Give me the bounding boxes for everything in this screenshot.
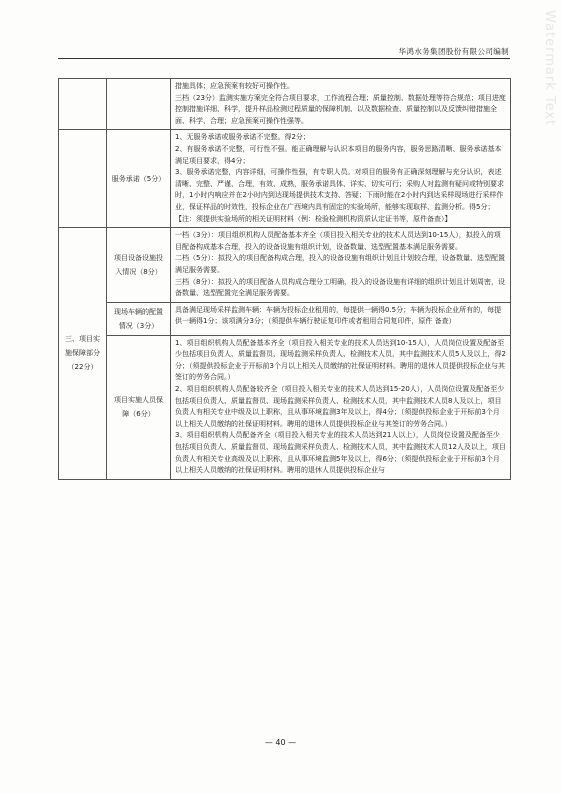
content-paragraph: 三档（23分）监测实施方案完全符合项目要求，工作流程合理；质量控制、数据处理等符合规范；项目进度控制措施详细、科学，提升样品检测过程质量的保障机制、以及数据检查、质量控制以及反馈纠错措施全面、科学、合理；应急预案可操作性强等。 (175, 93, 506, 125)
content-cell (171, 335, 511, 479)
content-paragraph: 2、项目组织机构人员配备较齐全（项目投入相关专业的技术人员达到15-20人），人员岗位设置及配备至少包括项目负责人、质量监督员、现场监测采样负责人、检测技术人员，其中监测技术人员8人及以上，项目负责人有相关专业中级及以上职称，且从事环境监测3年及以上，得4分；（须提供投标企业于开标前3个月以上相关人员缴纳的社保证明材料。聘用的退休人员提供投标企业与其签订的劳务合同。） (175, 385, 505, 428)
content-paragraph: 具备满足现场采样监测车辆：车辆为投标企业租用的，每提供一辆得0.5分；车辆为投标企业所有的，每提供一辆得1分；该项满分3分；（须提供车辆行驶证复印件或者租用合同复印件，原件 备查） (175, 305, 502, 326)
sub-category-cell: 项目设备设施投入情况（8分） (107, 228, 171, 303)
table-row (59, 335, 511, 479)
sub-category-cell: 服务承诺（5分） (107, 130, 171, 228)
content-cell (171, 79, 511, 130)
content-paragraph: 一档（3分）：项目组织机构人员配备基本齐全（项目投入相关专业的技术人员达到10-15人），拟投入的项目配备构成基本合理，投入的设备设施有组织计划，设备数量、选型配置基本满足服务需要。 (175, 231, 501, 251)
page-number: — 40 — (264, 738, 297, 747)
content-paragraph: 3、项目组织机构人员配备齐全（项目投入相关专业的技术人员达到21人以上），人员岗位设置及配备至少包括项目负责人、质量监督员、现场监测采样负责人、检测技术人员，其中监测技术人员12人及以上，项目负责人有相关专业高级及以上职称，且从事环境监测5年及以上，得6分；（须提供投标企业于开标前3个月以上相关人员缴纳的社保证明材料。聘用的退休人员提供投标企业与 (175, 431, 506, 475)
table-row (59, 228, 511, 303)
content-paragraph: 1、项目组织机构人员配备基本齐全（项目投入相关专业的技术人员达到10-15人），人员岗位设置及配备至少包括项目负责人、质量监督员、现场监测采样负责人、检测技术人员，其中监测技术人员5人及以上，得2分；（须提供投标企业于开标前3个月以上相关人员缴纳的社保证明材料。聘用的退休人员提供投标企业与其签订的劳务合同。） (175, 338, 506, 382)
content-cell (171, 130, 511, 228)
category-cell (59, 79, 107, 130)
content-paragraph: 三档（8分）：拟投入的项目配备人员构成合理分工明确，投入的设备设施有详细的组织计划且计划周密，设备数量、选型配置完全满足服务需要。 (175, 277, 505, 298)
content-paragraph: 3、服务承诺完整，内容详细，可操作性强，有专职人员。对项目的服务有正确深刻理解与充分认识，表述清晰、完整、严谨、合理，有效、成熟，服务承诺具体、详实、切实可行；采购人对监测有疑问或特别要求时，1小时内响应并在2小时内到达现场提供技术支持、答疑；下雨时能在2小时内到达采样现场进行采样作业，保证样品的时效性，投标企业在广西境内具有固定的实验场所，能够实现取样、监测分析。得5分；【注：须提供实验场所的相关证明材料（例：检验检测机构资质认定证书等，原件备查）】 (175, 168, 504, 223)
category-cell: 三、项目实施保障部分（22分） (59, 228, 107, 480)
watermark: Watermark Text (542, 10, 557, 127)
sub-category-cell: 现场车辆的配置情况（3分） (107, 302, 171, 335)
table-row (59, 302, 511, 335)
sub-category-cell: 项目实施人员保障（6分） (107, 335, 171, 479)
category-cell (59, 130, 107, 228)
content-paragraph: 2、有服务承诺不完整，可行性不强。能正确理解与认识本项目的服务内容，服务思路清晰、服务承诺基本满足项目要求，得4分； (175, 144, 502, 165)
page-header-org: 华鸿水务集团股份有限公司编制 (398, 47, 509, 56)
content-paragraph: 1、无服务承诺或服务承诺不完整。得2分； (175, 133, 310, 142)
table-row (59, 79, 511, 130)
content-paragraph: 措施具体；应急预案有较好可操作性。 (175, 82, 294, 90)
scoring-table (58, 78, 511, 480)
header-divider (58, 58, 510, 59)
content-cell (171, 302, 511, 335)
table-row (59, 130, 511, 228)
content-paragraph: 二档（5分）：拟投入的项目配备构成合理，投入的设备设施有组织计划且计划较合理，设备数量、选型配置满足服务需要。 (175, 254, 505, 274)
sub-category-cell (107, 79, 171, 130)
content-cell (171, 228, 511, 303)
